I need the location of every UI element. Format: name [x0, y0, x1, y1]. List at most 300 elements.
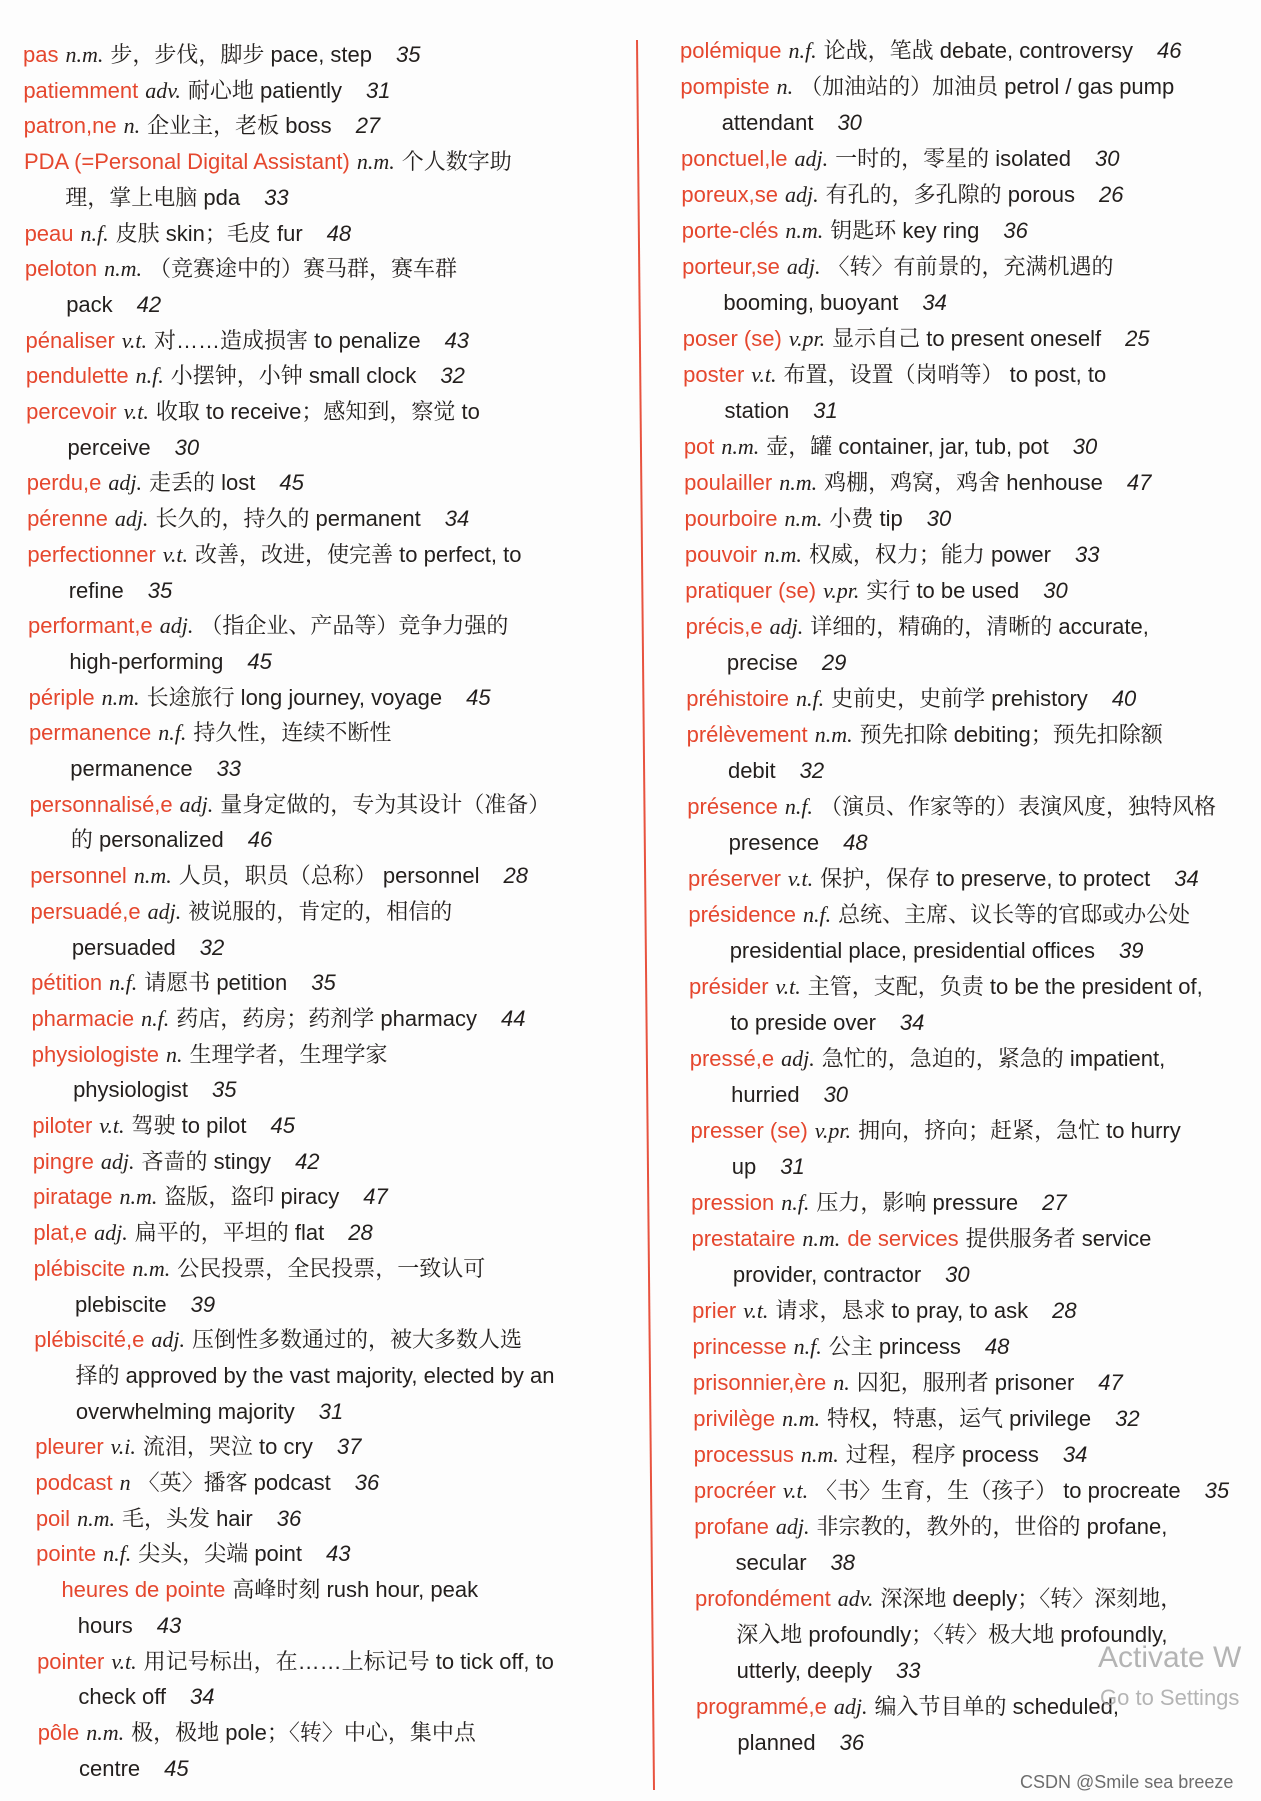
definition: 收取 to receive；感知到，察觉 to	[155, 399, 480, 424]
entry-line	[732, 1149, 805, 1185]
definition-continuation: hours	[77, 1612, 133, 1638]
headword: prier	[692, 1297, 737, 1323]
definition: 极，极地 pole；〈转〉中心，集中点	[131, 1719, 476, 1745]
page-number: 35	[147, 577, 173, 603]
part-of-speech: n.m.	[119, 1184, 158, 1210]
definition: 保护，保存 to preserve, to protect	[820, 865, 1151, 891]
headword: pointe	[36, 1541, 97, 1567]
page-number: 30	[1072, 433, 1098, 459]
page-number: 31	[813, 397, 838, 423]
definition: 药店，药房；药剂学 pharmacy	[176, 1005, 477, 1031]
page-number: 45	[466, 684, 491, 710]
part-of-speech: v.pr.	[814, 1117, 852, 1143]
entry-line-text	[690, 1113, 1180, 1149]
headword: pas	[23, 42, 59, 67]
entry-line	[694, 1437, 1088, 1473]
part-of-speech: n.m.	[86, 1719, 125, 1745]
headword: patiemment	[23, 77, 139, 103]
definition: （指企业、产品等）竞争力强的	[200, 613, 509, 639]
page-number: 30	[823, 1081, 849, 1107]
entry-line-text	[688, 861, 1199, 897]
page-number: 27	[1042, 1189, 1067, 1215]
headword: pénaliser	[25, 327, 115, 353]
definition-continuation: check off	[78, 1684, 167, 1710]
entry-line	[729, 825, 868, 861]
entry-line	[682, 249, 1113, 285]
part-of-speech: adj.	[100, 1148, 135, 1174]
headword: pharmacie	[31, 1005, 135, 1031]
part-of-speech: v.t.	[751, 361, 777, 387]
headword: programmé,e	[696, 1693, 827, 1719]
entry-line	[693, 1329, 1010, 1365]
headword: présidence	[688, 901, 796, 927]
definition: 囚犯，服刑者 prisoner	[856, 1369, 1075, 1395]
headword: poser (se)	[682, 325, 782, 351]
definition: 鸡棚，鸡窝，鸡舍 henhouse	[824, 469, 1103, 495]
entry-line-text	[682, 249, 1113, 285]
page-number: 45	[247, 648, 272, 674]
definition-continuation: plebiscite	[74, 1291, 167, 1317]
page-number: 37	[336, 1434, 362, 1460]
page-number: 45	[270, 1113, 295, 1138]
page-number: 31	[780, 1153, 805, 1179]
entry-line	[683, 357, 1106, 393]
definition: 论战，笔战 debate, controversy	[823, 37, 1133, 63]
headword: procréer	[693, 1477, 776, 1503]
page-number: 33	[216, 756, 242, 781]
entry-line-text	[691, 1185, 1066, 1221]
entry-line-text	[732, 1149, 805, 1185]
page-number: 32	[1115, 1405, 1140, 1431]
entry-line-text	[685, 537, 1100, 573]
definition-continuation: up	[731, 1153, 757, 1179]
entry-line-text	[687, 717, 1163, 753]
definition-continuation: utterly, deeply	[736, 1657, 872, 1683]
headword: princesse	[692, 1333, 787, 1359]
headword: polémique	[680, 37, 782, 63]
part-of-speech: n.f.	[781, 1189, 810, 1215]
headword: préhistoire	[686, 685, 789, 711]
part-of-speech: adj.	[108, 470, 142, 496]
entry-line-text	[683, 321, 1150, 357]
definition: 非宗教的，教外的，世俗的 profane,	[816, 1513, 1168, 1539]
entry-line	[687, 789, 1216, 825]
definition: 压力，影响 pressure	[816, 1189, 1019, 1215]
part-of-speech: v.t.	[743, 1297, 769, 1323]
definition: 小费 tip	[829, 505, 903, 531]
part-of-speech: adj.	[769, 613, 804, 639]
definition-continuation: 的 personalized	[70, 827, 224, 853]
entry-line	[722, 105, 862, 141]
part-of-speech: n.m.	[782, 1405, 821, 1431]
entry-line-text	[689, 969, 1203, 1005]
page-number: 30	[174, 434, 200, 460]
entry-line-text	[691, 1221, 1151, 1257]
part-of-speech: adj.	[781, 1045, 815, 1071]
headword: podcast	[35, 1470, 113, 1495]
page-number: 31	[318, 1398, 344, 1424]
definition: 预先扣除 debiting；预先扣除额	[859, 721, 1163, 747]
page-number: 44	[501, 1005, 526, 1031]
page-number: 34	[444, 506, 470, 532]
headword: perfectionner	[27, 541, 156, 567]
entry-line-text	[693, 1401, 1139, 1437]
headword: précis,e	[685, 613, 763, 639]
headword: plat,e	[33, 1220, 88, 1246]
entry-line-text	[680, 33, 1181, 69]
page-number: 35	[1204, 1477, 1230, 1503]
entry-line	[684, 465, 1151, 501]
page-number: 34	[899, 1009, 925, 1035]
entry-line-text	[694, 1437, 1088, 1473]
entry-line	[689, 969, 1203, 1005]
headword: ponctuel,le	[681, 145, 788, 171]
page-number: 34	[922, 289, 947, 315]
entry-line-text	[687, 789, 1216, 825]
entry-line	[680, 69, 1174, 105]
part-of-speech: v.pr.	[788, 325, 826, 351]
headword: prélèvement	[686, 721, 808, 747]
headword: presser (se)	[690, 1117, 808, 1143]
page-number: 38	[830, 1549, 856, 1575]
definition: 长久的，持久的 permanent	[155, 506, 421, 532]
definition-continuation: centre	[79, 1755, 141, 1781]
page-number: 35	[311, 970, 336, 996]
headword: préserver	[688, 865, 781, 891]
entry-line	[685, 501, 952, 537]
definition-continuation: hurried	[731, 1081, 800, 1107]
part-of-speech: adj.	[147, 898, 182, 924]
definition: 〈转〉有前景的，充满机遇的	[827, 253, 1114, 279]
page-number: 27	[355, 113, 381, 139]
part-of-speech: n.f.	[795, 685, 825, 711]
definition: 公民投票，全民投票，一致认可	[177, 1255, 486, 1281]
headword: pointer	[37, 1648, 105, 1674]
windows-settings-watermark	[1100, 1683, 1261, 1713]
part-of-speech: n.m.	[104, 256, 142, 282]
part-of-speech: n.m.	[785, 217, 824, 243]
part-of-speech: adj.	[179, 791, 214, 817]
entry-line	[727, 645, 846, 681]
definition: 持久性，连续不断性	[193, 720, 392, 746]
definition: 人员，职员（总称） personnel	[178, 863, 480, 889]
page-number: 48	[984, 1333, 1010, 1359]
entry-line	[685, 537, 1100, 573]
definition: 改善，改进，使完善 to perfect, to	[195, 541, 522, 567]
part-of-speech: adj.	[114, 506, 149, 532]
headword: pingre	[32, 1148, 94, 1174]
headword: PDA (=Personal Digital Assistant)	[23, 149, 350, 175]
headword: percevoir	[26, 399, 117, 424]
part-of-speech: adj.	[794, 145, 829, 171]
headword: peau	[24, 220, 74, 246]
entry-line	[694, 1473, 1229, 1509]
part-of-speech: adv.	[145, 77, 181, 103]
entry-line-text	[680, 69, 1174, 105]
headword: personnalisé,e	[29, 791, 173, 817]
headword: présider	[689, 973, 769, 999]
part-of-speech: n.m.	[814, 721, 853, 747]
definition: 压倒性多数通过的，被大多数人选	[191, 1327, 522, 1353]
headword: physiologiste	[31, 1041, 159, 1067]
entry-line-text	[733, 1257, 970, 1293]
headword: processus	[693, 1441, 794, 1467]
entry-line-text	[688, 897, 1190, 933]
part-of-speech: n.m.	[133, 863, 172, 889]
entry-line	[681, 141, 1119, 177]
part-of-speech: n.f.	[103, 1541, 132, 1567]
page-number: 39	[190, 1291, 216, 1317]
headword: prestataire	[691, 1225, 796, 1251]
page-number: 45	[279, 470, 304, 496]
definition-continuation: to preside over	[730, 1009, 876, 1035]
entry-line	[691, 1221, 1151, 1257]
page-number: 36	[354, 1470, 380, 1495]
definition-continuation: presence	[728, 829, 820, 855]
headword: poster	[683, 361, 745, 387]
page-number: 25	[1125, 325, 1150, 351]
definition-continuation: refine	[68, 577, 124, 603]
definition-continuation: attendant	[721, 109, 814, 135]
entry-line-text	[686, 681, 1136, 717]
page-number: 33	[896, 1657, 921, 1683]
definition: 企业主，老板 boss	[147, 113, 332, 139]
definition: 深深地 deeply；〈转〉深刻地，	[880, 1585, 1183, 1611]
page-number: 28	[503, 863, 528, 889]
headword: pétition	[31, 970, 103, 996]
part-of-speech: n.f.	[80, 220, 109, 246]
headword: pompiste	[680, 73, 770, 99]
definition-continuation: perceive	[67, 434, 151, 460]
page-number: 32	[799, 757, 825, 783]
part-of-speech: adj.	[159, 613, 194, 639]
headword: peloton	[24, 256, 98, 282]
page-number: 35	[396, 42, 421, 67]
part-of-speech: n.m.	[802, 1225, 841, 1251]
part-of-speech: v.t.	[775, 973, 801, 999]
definition-continuation: 择的 approved by the vast majority, elected by an	[75, 1362, 555, 1388]
entry-line-text	[727, 645, 846, 681]
page-number: 30	[1095, 145, 1120, 171]
definition: 详细的，精确的，清晰的 accurate,	[810, 613, 1149, 639]
part-of-speech: v.t.	[99, 1113, 125, 1138]
headword: pressé,e	[689, 1045, 775, 1071]
page-number: 46	[1156, 37, 1182, 63]
page-number: 30	[1043, 577, 1068, 603]
entry-line-text	[696, 1689, 1119, 1725]
definition-continuation: precise	[726, 649, 798, 675]
entry-line	[693, 1365, 1123, 1401]
part-of-speech: adj.	[785, 181, 819, 207]
entry-line-text	[681, 177, 1123, 213]
headword: poreux,se	[681, 181, 779, 207]
part-of-speech: v.t.	[121, 327, 148, 353]
part-of-speech: adj.	[833, 1693, 868, 1719]
part-of-speech: adv.	[837, 1585, 874, 1611]
part-of-speech: v.t.	[111, 1648, 137, 1674]
headword-phrase: de services	[847, 1225, 959, 1251]
page-number: 47	[1126, 469, 1152, 495]
page-number: 39	[1118, 937, 1144, 963]
entry-line	[728, 753, 824, 789]
headword: périple	[28, 684, 95, 710]
headword: pouvoir	[684, 541, 758, 567]
headword: prisonnier,ère	[692, 1369, 827, 1395]
entry-line	[730, 933, 1144, 969]
page-number: 42	[295, 1148, 320, 1174]
entry-line-text	[684, 465, 1151, 501]
part-of-speech: n.f.	[109, 970, 138, 996]
headword: pression	[691, 1189, 775, 1215]
headword: poil	[35, 1505, 71, 1531]
definition: 钥匙环 key ring	[830, 217, 980, 243]
part-of-speech: n.f.	[158, 720, 187, 746]
definition: 走丢的 lost	[149, 470, 256, 496]
definition: 盗版，盗印 piracy	[164, 1184, 340, 1210]
definition: （加油站的）加油员 petrol / gas pump	[800, 73, 1175, 99]
part-of-speech: n.m.	[356, 149, 395, 175]
part-of-speech: n.m.	[779, 469, 818, 495]
definition: 对……造成损害 to penalize	[154, 327, 421, 353]
headword: plébiscité,e	[34, 1327, 145, 1353]
definition: 实行 to be used	[866, 577, 1020, 603]
page-number: 33	[1074, 541, 1100, 567]
page-number: 43	[156, 1612, 182, 1638]
entry-line	[723, 285, 946, 321]
headword: plébiscite	[33, 1255, 126, 1281]
entry-line-text	[728, 753, 824, 789]
headword: pot	[683, 433, 715, 459]
page-number: 36	[1003, 217, 1028, 243]
definition: 主管，支配，负责 to be the president of,	[807, 973, 1203, 999]
definition-continuation: provider, contractor	[732, 1261, 922, 1287]
entry-line	[686, 681, 1136, 717]
entry-line	[695, 1581, 1182, 1617]
watermark-settings-text: Go to Settings	[1100, 1685, 1240, 1710]
page-number: 35	[212, 1077, 237, 1103]
page-number: 40	[1111, 685, 1137, 711]
headword: pourboire	[684, 505, 778, 531]
headword: profondément	[694, 1585, 831, 1611]
headword: perdu,e	[26, 470, 102, 496]
part-of-speech: n.f.	[141, 1005, 170, 1031]
page-number: 28	[348, 1220, 373, 1246]
definition: 编入节目单的 scheduled,	[874, 1693, 1119, 1719]
part-of-speech: n.	[833, 1369, 850, 1395]
headword: porteur,se	[682, 253, 780, 279]
page-number: 34	[190, 1684, 215, 1710]
definition-continuation: permanence	[70, 756, 193, 781]
entry-line-text	[722, 105, 862, 141]
entry-line-text	[694, 1509, 1167, 1545]
page-number: 48	[326, 220, 352, 246]
part-of-speech: n.m.	[784, 505, 823, 531]
part-of-speech: v.i.	[110, 1434, 136, 1460]
entry-line	[730, 1005, 924, 1041]
definition: （演员、作家等的）表演风度，独特风格	[819, 793, 1216, 819]
page-number: 30	[837, 109, 862, 135]
definition: 用记号标出，在……上标记号 to tick off, to	[143, 1648, 554, 1674]
entry-line	[736, 1545, 855, 1581]
entry-line-text	[695, 1581, 1182, 1617]
definition: 长途旅行 long journey, voyage	[146, 684, 443, 710]
definition: 扁平的，平坦的 flat	[134, 1220, 325, 1246]
part-of-speech: n.m.	[800, 1441, 839, 1467]
definition: 拥向，挤向；赶紧，急忙 to hurry	[858, 1117, 1181, 1143]
page-number: 47	[1098, 1369, 1123, 1395]
headword: porte-clés	[681, 217, 779, 243]
part-of-speech: n.m.	[65, 42, 104, 67]
definition: 请求，恳求 to pray, to ask	[775, 1297, 1029, 1323]
entry-line-text	[694, 1473, 1229, 1509]
headword: patron,ne	[23, 113, 117, 139]
page-number: 29	[821, 649, 847, 675]
entry-line	[692, 1293, 1076, 1329]
headword: permanence	[28, 720, 152, 746]
definition: 皮肤 skin；毛皮 fur	[115, 220, 303, 246]
headword: poulailler	[684, 469, 773, 495]
page-number: 31	[365, 77, 391, 103]
entry-line-text	[729, 825, 868, 861]
part-of-speech: n.f.	[784, 793, 813, 819]
headword: heures de pointe	[61, 1577, 226, 1603]
entry-line-text	[682, 213, 1028, 249]
definition: 高峰时刻 rush hour, peak	[232, 1577, 479, 1603]
headword: piratage	[33, 1184, 113, 1210]
page-number: 26	[1099, 181, 1124, 207]
entry-line	[731, 1077, 848, 1113]
definition-continuation: physiologist	[73, 1077, 189, 1103]
entry-line	[724, 393, 837, 429]
definition-continuation: planned	[737, 1729, 816, 1755]
headword: profane	[694, 1513, 769, 1539]
definition: 急忙的，急迫的，紧急的 impatient,	[821, 1045, 1166, 1071]
definition: 壶，罐 container, jar, tub, pot	[766, 433, 1049, 459]
entry-line-text	[684, 429, 1097, 465]
watermark-activate-text: Activate W	[1098, 1641, 1242, 1674]
page-number: 48	[843, 829, 868, 855]
page-number: 45	[164, 1755, 189, 1781]
entry-line-text	[686, 609, 1149, 645]
definition: 提供服务者 service	[965, 1225, 1152, 1251]
definition: 驾驶 to pilot	[131, 1113, 247, 1138]
definition: 总统、主席、议长等的官邸或办公处	[838, 901, 1191, 927]
page-number: 36	[276, 1505, 302, 1531]
page-number: 34	[1174, 865, 1199, 891]
entry-line	[691, 1185, 1066, 1221]
definition: 史前史，史前学 prehistory	[831, 685, 1088, 711]
definition-continuation: persuaded	[71, 934, 176, 960]
page-number: 47	[363, 1184, 388, 1210]
part-of-speech: adj.	[775, 1513, 810, 1539]
part-of-speech: n.f.	[788, 37, 817, 63]
page-number: 36	[839, 1729, 865, 1755]
definition: 过程，程序 process	[845, 1441, 1039, 1467]
entry-line	[694, 1509, 1167, 1545]
windows-activation-watermark	[1098, 1637, 1261, 1679]
part-of-speech: v.t.	[162, 541, 189, 567]
definition: 〈书〉生育，生（孩子） to procreate	[815, 1477, 1181, 1503]
page-number: 32	[440, 363, 465, 389]
entry-line	[688, 861, 1199, 897]
definition-continuation: high-performing	[69, 648, 224, 674]
definition: 小摆钟，小钟 small clock	[170, 363, 417, 389]
entry-line-text	[731, 1077, 848, 1113]
definition: 一时的，零星的 isolated	[835, 145, 1072, 171]
part-of-speech: v.t.	[123, 399, 149, 424]
csdn-credit: CSDN @Smile sea breeze	[1020, 1772, 1234, 1792]
entry-line	[737, 1653, 921, 1689]
